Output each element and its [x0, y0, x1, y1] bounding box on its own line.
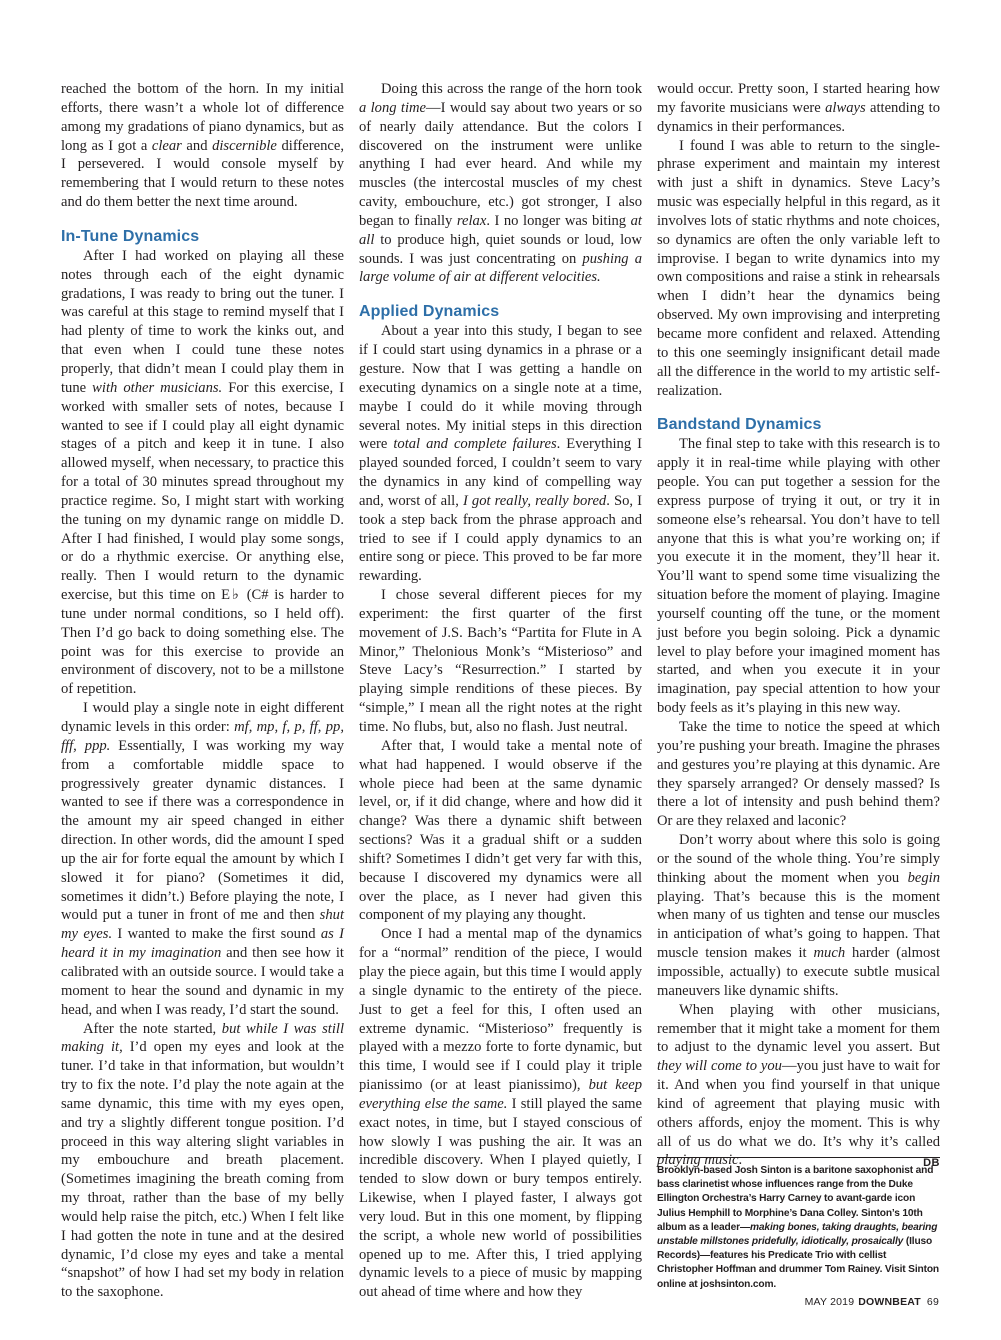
emphasis: clear: [151, 137, 182, 154]
paragraph: Once I had a mental map of the dynamics for a “normal” rendition of the piece, I would play the piece again, but this time I would apply a single dynamic to the entirety of the piece. Just to get a feel for this, I often used an extreme dynamic. “Misterioso” frequently is played with a mezzo forte to forte dynamic, but this time, I would see if I could play it triple pianissimo (or at least pianissimo), but keep everything else the same. I still played the same exact notes, in time, but I stayed conscious of how slowly I was pushing the air. It was an incredible discovery. When I played quietly, I tended to slow down or bury tempos entirely. Likewise, when I played faster, I always got very loud. But in this one moment, by flipping the script, a whole new world of possibilities opened up to me. After this, I tried applying dynamic levels to a piece of music by mapping out ahead of time where and how they: [359, 926, 642, 1301]
paragraph: I found I was able to return to the single-phrase experiment and maintain my interest with just a shift in dynamics. Steve Lacy’s music was especially helpful in this regard, as it involves lots of static rhythms and note choices, so dynamics are often the only variable left to improvise. I began to write dynamics into my own compositions and raise a stink in rehearsals when I didn’t hear the dynamics being observed. My own improvising and interpreting became more confident and relaxed. Attending to this one seemingly insignificant detail made all the difference in the world to my artistic self-realization.: [657, 137, 940, 399]
emphasis: always: [825, 99, 866, 116]
article-column-3: [657, 80, 940, 1173]
section-heading-bandstand-dynamics: Bandstand Dynamics: [657, 416, 822, 434]
emphasis: relax: [456, 212, 487, 229]
emphasis: a long time: [359, 99, 427, 116]
emphasis: but while I was still making it: [61, 1020, 344, 1056]
paragraph: After I had worked on playing all these notes through each of the eight dynamic gradations, I was ready to bring out the tuner. I was careful at this stage to remind myself that I had plenty of time to work the kinks out, and that even when I could tune these notes properly, that didn’t mean I could play them in tune with other musicians. For this exercise, I worked with smaller sets of notes, because I wanted to see if I could play all eight dynamic stages of a pitch and keep it in tune. I also allowed myself, when necessary, to practice this for a total of 30 minutes spread throughout my practice regime. So, I might start with working the tuning on my dynamic range on middle D. After I had finished, I would play some songs, or do a rhythmic exercise. Or anything else, really. Then I would return to the dynamic exercise, but this time on E♭ (C# is harder to tune under normal conditions, so I held off). Then I’d go back to doing something else. The point was for this exercise to provide an environment of discovery, not to be a millstone of repetition.: [61, 247, 345, 698]
paragraph: After the note started, but while I was still making it, I’d open my eyes and look at the tuner. I’d take in that information, but wouldn’t try to fix the note. I’d play the note again at the same dynamic, this time with my eyes open, and try a slightly different tongue position. I’d proceed in this way altering slight variables in my embouchure and breath placement. (Sometimes imagining the breath coming from my throat, rather than the base of my belly would help raise the pitch, etc.) When I felt like I had gotten the note in tune and at the desired dynamic, I’d close my eyes and take a mental “snapshot” of how I had set my body in relation to the saxophone.: [61, 1020, 344, 1301]
paragraph: Take the time to notice the speed at which you’re pushing your breath. Imagine the phrases and gestures you’re playing at this dynamic. Are they sparsely arranged? Or densely massed? Is there a lot of intensity and push behind them? Or are they relaxed and laconic?: [657, 719, 940, 830]
emphasis: but keep everything else the same.: [359, 1077, 642, 1112]
issue-date: MAY 2019: [804, 1296, 855, 1308]
emphasis: mf, mp, f, p, ff, pp, fff, ppp.: [61, 719, 344, 754]
author-bio: Brooklyn-based Josh Sinton is a baritone saxophonist and bass clarinetist whose influences range from the Duke Ellington Orchestra’s Harry Carney to avant-garde icon Julius Hemphill to Morphine’s Dana Colley. Sinton’s 10th album as a leader—making bones, taking draughts, bearing unstable millstones pridefully, idiotically, prosaically (Iluso Records)—features his Predicate Trio with cellist Christopher Hoffman and drummer Tom Rainey. Visit Sinton online at joshsinton.com.: [657, 1165, 939, 1290]
paragraph: After that, I would take a mental note of what had happened. I would observe if the whole piece had been at the same dynamic level, or, if it did change, where and how did it change? Was there a dynamic shift between sections? Was it a gradual shift or a sudden shift? Sometimes I didn’t get very far with this, because I discovered my dynamics were all over the place, as I never had given this component of my playing any thought.: [359, 737, 642, 924]
final-text: When playing with other musicians, remember that it might take a moment for them to adjust to the dynamic level you assert. But they will come to you—you just have to wait for it. And when you find yourself in that unique kind of agreement that playing music with others affords, enjoy the moment. This is why all of us do what we do. It’s why it’s called playing music.: [657, 1001, 941, 1169]
paragraph-final: [657, 1001, 940, 1171]
emphasis: I got really, really bored: [462, 492, 607, 509]
emphasis: playing music: [657, 1152, 739, 1169]
emphasis: much: [813, 945, 846, 962]
db-signoff: DB: [923, 1157, 940, 1170]
paragraph: I would play a single note in eight different dynamic levels in this order: mf, mp, f, p, ff, pp, fff, ppp. Essentially, I was working my way from a comfortable middle space to progressively greater dynamic distances. I wanted to see if there was a correspondence in the amount my air speed changed in either direction. In other words, did the amount I sped up the air for forte equal the amount by which I slowed it for piano? (Sometimes it did, sometimes it didn’t.) Before playing the note, I would put a tuner in front of me and then shut my eyes. I wanted to make the first sound as I heard it in my imagination and then see how it calibrated with an outside source. I would take a moment to hear the sound and dynamic in my head, and when I was ready, I’d start the sound.: [61, 700, 345, 1018]
emphasis: total and complete failures: [393, 436, 557, 453]
section-heading-in-tune-dynamics: In-Tune Dynamics: [61, 227, 200, 245]
bio-divider: [657, 1157, 940, 1158]
paragraph: I chose several different pieces for my experiment: the first quarter of the first movement of J.S. Bach’s “Partita for Flute in A Minor,” Thelonious Monk’s “Misterioso” and Steve Lacy’s “Resurrection.” I started by playing simple renditions of these pieces. By “simple,” I mean all the right notes at the right time. No flubs, but, also no flash. Just neutral.: [359, 587, 642, 735]
paragraph: Doing this across the range of the horn took a long time—I would say about two years or so of nearly daily attendance. But the colors I discovered on the instrument were unlike anything I had ever heard. And while my muscles (the intercostal muscles of my chest cavity, embouchure, etc.) got stronger, I also began to finally relax. I no longer was biting at all to produce high, quiet sounds or loud, low sounds. I was just concentrating on pushing a large volume of air at different velocities.: [359, 81, 643, 286]
emphasis: shut my eyes.: [61, 907, 344, 943]
paragraph: Don’t worry about where this solo is going or the sound of the whole thing. You’re simply thinking about the moment when you begin playing. That’s because this is the moment when many of us tighten and tense our muscles in anticipation of what’s going to happen. That muscle tension makes it much harder (almost impossible, actually) to execute subtle musical maneuvers like dynamic shifts.: [657, 832, 940, 999]
emphasis: with other musicians.: [92, 379, 223, 396]
paragraph: would occur. Pretty soon, I started hearing how my favorite musicians were always attending to dynamics in their performances.: [657, 81, 940, 135]
emphasis: begin: [907, 869, 940, 886]
magazine-name: DOWNBEAT: [858, 1296, 921, 1308]
page-footer: [805, 1296, 939, 1308]
emphasis: making bones, taking draughts, bearing unstable millstones pridefully, idiotically, prosaically: [657, 1221, 938, 1248]
emphasis: at all: [359, 212, 642, 248]
emphasis: pushing a large volume of air at different velocities.: [359, 250, 642, 286]
page-number: 69: [926, 1296, 939, 1308]
paragraph: About a year into this study, I began to see if I could start using dynamics in a phrase or a gesture. Now that I was getting a handle on executing dynamics on a single note at a time, maybe I could do it while moving through several notes. My initial steps in this direction were total and complete failures. Everything I played sounded forced, I couldn’t seem to vary the dynamics in any kind of compelling way and, worst of all, I got really, really bored. So, I took a step back from the phrase approach and tried to see if I could apply dynamics to an entire song or piece. This proved to be far more rewarding.: [359, 323, 642, 585]
section-heading-applied-dynamics: Applied Dynamics: [359, 303, 500, 321]
emphasis: they will come to you: [657, 1058, 782, 1075]
article-column-1: [61, 80, 344, 1302]
emphasis: as I heard it in my imagination: [61, 926, 344, 962]
emphasis: discernible: [212, 137, 277, 154]
article-column-2: [359, 80, 642, 1302]
paragraph: The final step to take with this research is to apply it in real-time while playing with other people. You can put together a session for the express purpose of trying it out, or try it in someone else’s rehearsal. You don’t have to tell anyone that this is what you’re working on; if you execute it in the moment, they’ll hear it. You’ll want to spend some time visualizing the situation before the moment of playing. Imagine yourself counting off the tune, or the moment just before you begin soloing. Pick a dynamic level to play before your imagined moment has started, and when you execute it in your imagination, pay special attention to how your body feels as it’s playing in this new way.: [657, 436, 940, 717]
paragraph: reached the bottom of the horn. In my initial efforts, there wasn’t a whole lot of difference among my gradations of piano dynamics, but as long as I got a clear and discernible difference, I persevered. I would console myself by remembering that I would return to these notes and do them better the next time around.: [61, 81, 344, 211]
